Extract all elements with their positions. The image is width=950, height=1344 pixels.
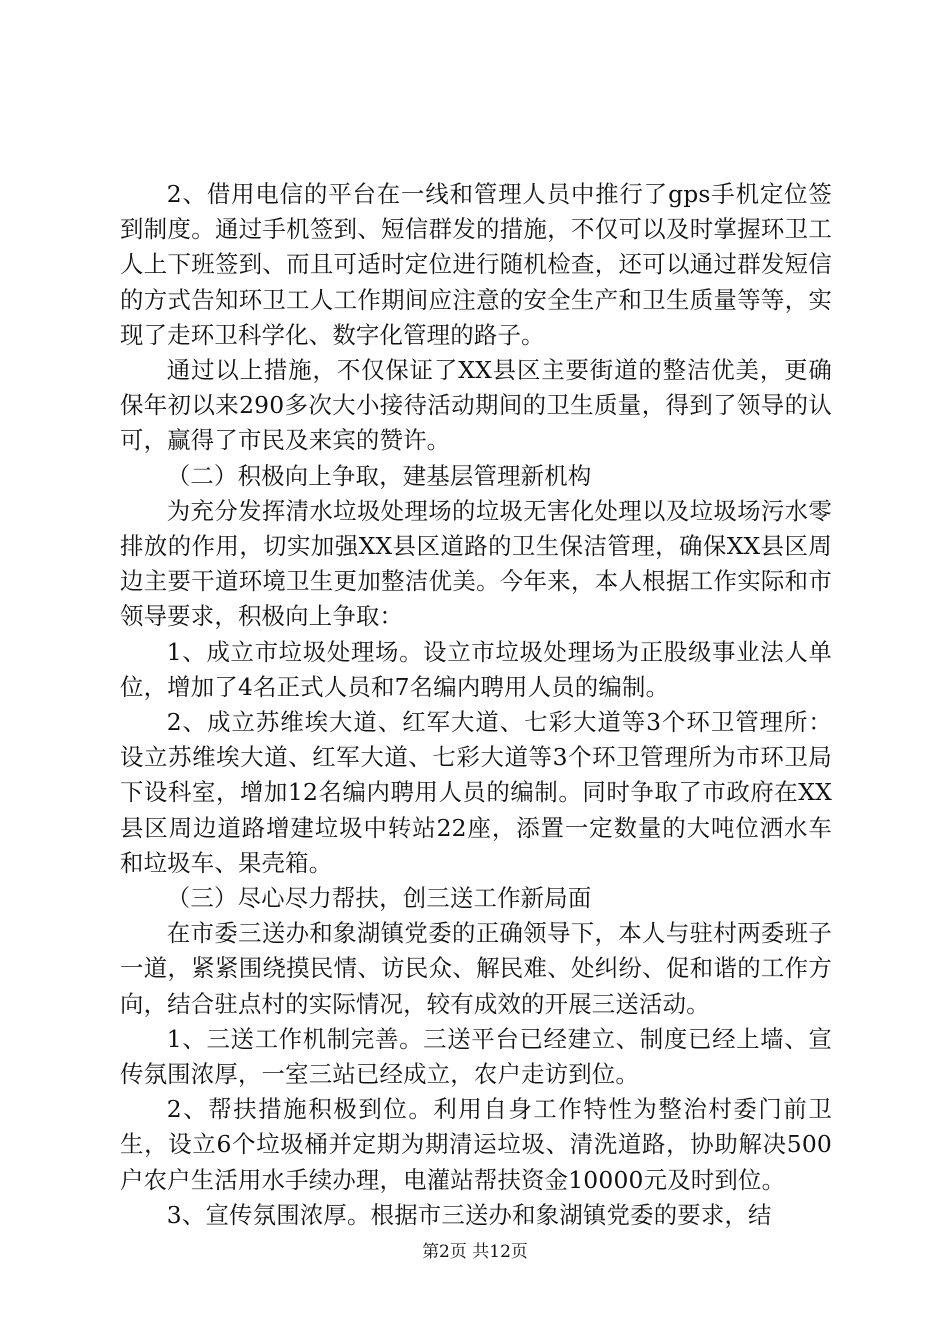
paragraph-measures-result: 通过以上措施，不仅保证了XX县区主要街道的整洁优美，更确保年初以来290多次大小接待活动期间的卫生质量，得到了领导的认可，赢得了市民及来宾的赞许。: [120, 356, 832, 455]
paragraph-support-measures: 2、帮扶措施积极到位。利用自身工作特性为整治村委门前卫生，设立6个垃圾桶并定期为期清运垃圾、清洗道路，协助解决500户农户生活用水手续办理，电灌站帮扶资金10000元及时到位。: [120, 1095, 832, 1194]
paragraph-sanitation-offices: 2、成立苏维埃大道、红军大道、七彩大道等3个环卫管理所：设立苏维埃大道、红军大道、七彩大道等3个环卫管理所为市环卫局下设科室，增加12名编内聘用人员的编制。同时争取了市政府在XX县区周边道路增建垃圾中转站22座，添置一定数量的大吨位洒水车和垃圾车、果壳箱。: [120, 708, 832, 877]
paragraph-mechanism: 1、三送工作机制完善。三送平台已经建立、制度已经上墙、宣传氛围浓厚，一室三站已经成立，农户走访到位。: [120, 1024, 832, 1089]
paragraph-garbage-plant: 1、成立市垃圾处理场。设立市垃圾处理场为正股级事业法人单位，增加了4名正式人员和7名编内聘用人员的编制。: [120, 637, 832, 701]
paragraph-three-sends-intro: 在市委三送办和象湖镇党委的正确领导下，本人与驻村两委班子一道，紧紧围绕摸民情、访民众、解民难、处纠纷、促和谐的工作方向，结合驻点村的实际情况，较有成效的开展三送活动。: [120, 919, 832, 1018]
page-number: 第2页 共12页: [422, 1242, 528, 1262]
paragraph-gps-sign-in: 2、借用电信的平台在一线和管理人员中推行了gps手机定位签到制度。通过手机签到、短信群发的措施，不仅可以及时掌握环卫工人上下班签到、而且可适时定位进行随机检查，还可以通过群发短信的方式告知环卫工人工作期间应注意的安全生产和卫生质量等等，实现了走环卫科学化、数字化管理的路子。: [120, 180, 832, 349]
section-heading-2: （二）积极向上争取，建基层管理新机构: [166, 461, 592, 490]
document-body: [120, 177, 832, 1233]
section-heading-3: （三）尽心尽力帮扶，创三送工作新局面: [166, 884, 592, 913]
paragraph-new-institutions: 为充分发挥清水垃圾处理场的垃圾无害化处理以及垃圾场污水零排放的作用，切实加强XX县区道路的卫生保洁管理，确保XX县区周边主要干道环境卫生更加整洁优美。今年来，本人根据工作实际和市领导要求，积极向上争取：: [120, 496, 832, 631]
paragraph-publicity: 3、宣传氛围浓厚。根据市三送办和象湖镇党委的要求，结: [166, 1200, 772, 1229]
